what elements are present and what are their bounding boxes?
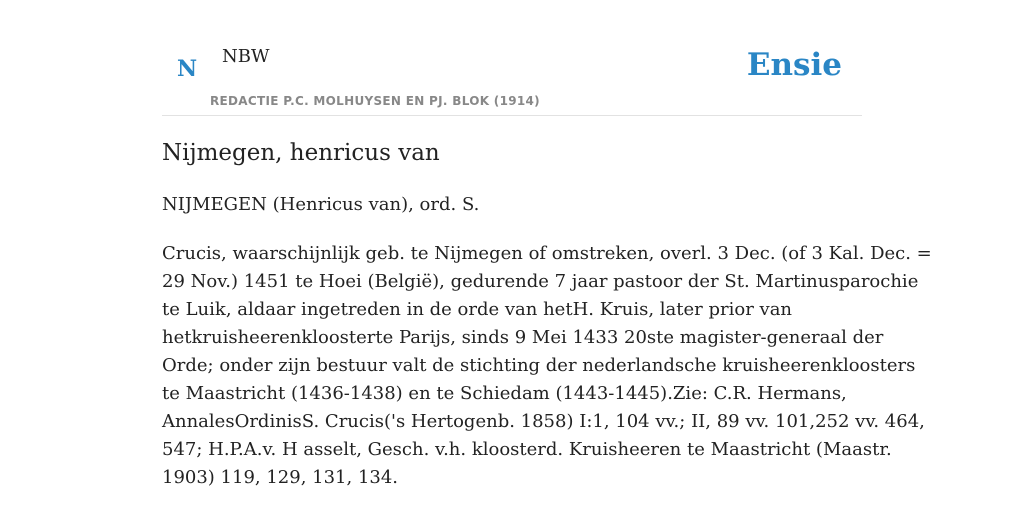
source-subtitle: REDACTIE P.C. MOLHUYSEN EN PJ. BLOK (1914) xyxy=(210,94,540,108)
source-logo-icon: N xyxy=(177,56,198,82)
article-body-line: hetkruisheerenkloosterte Parijs, sinds 9 Mei 1433 20ste magister-generaal der xyxy=(162,327,884,348)
article-body-line: 547; H.P.A.v. H asselt, Gesch. v.h. kloosterd. Kruisheeren te Maastricht (Maastr. xyxy=(162,439,892,460)
article-body xyxy=(162,240,932,492)
article-body-line: 29 Nov.) 1451 te Hoei (België), gedurende 7 jaar pastoor der St. Martinusparochie xyxy=(162,271,919,292)
article-body-line: Orde; onder zijn bestuur valt de stichting der nederlandsche kruisheerenkloosters xyxy=(162,355,916,376)
source-header xyxy=(162,0,862,116)
article-body-line: AnnalesOrdinisS. Crucis('s Hertogenb. 1858) I:1, 104 vv.; II, 89 vv. 101,252 vv. 464, xyxy=(162,411,925,432)
article-body-line: te Maastricht (1436-1438) en te Schiedam (1443-1445).Zie: C.R. Hermans, xyxy=(162,383,847,404)
article-lead: NIJMEGEN (Henricus van), ord. S. xyxy=(162,194,480,215)
article-body-line: te Luik, aldaar ingetreden in de orde van hetH. Kruis, later prior van xyxy=(162,299,793,320)
source-name[interactable]: NBW xyxy=(222,46,270,67)
article-title: Nijmegen, henricus van xyxy=(162,140,440,166)
page-container xyxy=(162,0,932,488)
article-body-line: Crucis, waarschijnlijk geb. te Nijmegen of omstreken, overl. 3 Dec. (of 3 Kal. Dec. = xyxy=(162,243,932,264)
brand-logo-link[interactable]: Ensie xyxy=(746,47,842,83)
article-body-line: 1903) 119, 129, 131, 134. xyxy=(162,467,399,488)
